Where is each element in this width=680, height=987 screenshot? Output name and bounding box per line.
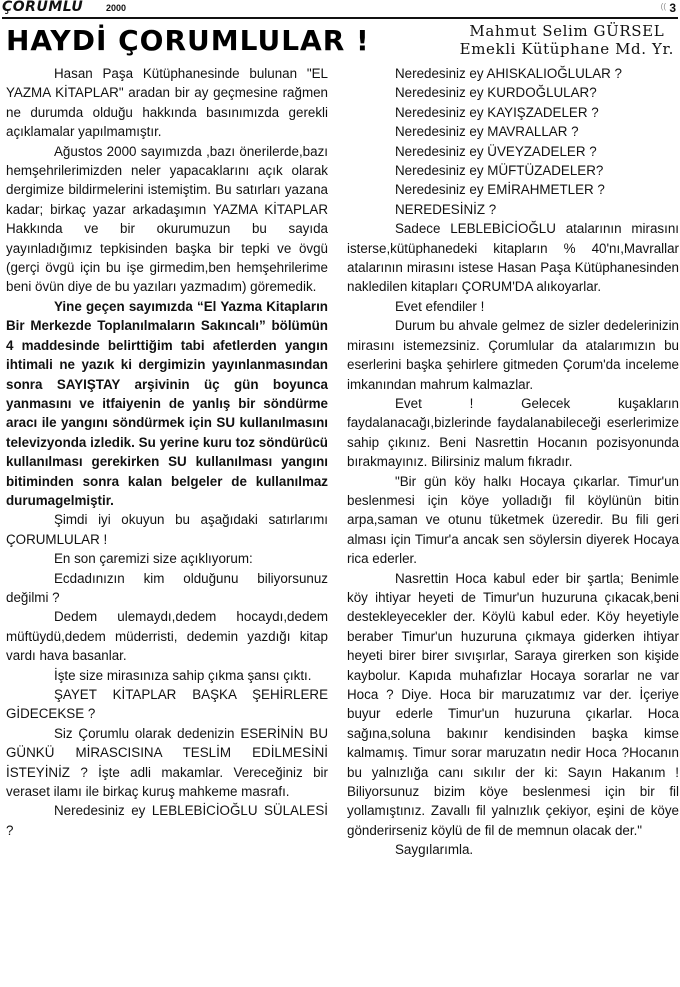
issue-year: 2000 xyxy=(106,3,127,13)
author-name: Mahmut Selim GÜRSEL xyxy=(469,22,665,40)
paragraph: Siz Çorumlu olarak dedenizin ESERİNİN BU GÜNKÜ MİRASCISINA TESLİM EDİLMESİNİ İSTEYİNİZ ? İşte adli makamlar. Vereceğiniz bir veraset ilamı ile birkaç kuruş mahkeme masrafı. xyxy=(6,725,328,800)
paragraph: Durum bu ahvale gelmez de sizler dedelerinizin mirasını istemezsiniz. Çorumlular da atalarımızın bu eserlerini başka şehirlere gitmeden Çorum'da inceleme imkanından mahrum kalmazlar. xyxy=(347,318,679,392)
question-line: Neredesiniz ey KURDOĞLULAR? xyxy=(395,85,597,101)
right-column xyxy=(347,64,679,860)
question-line: Neredesiniz ey ÜVEYZADELER ? xyxy=(395,143,597,159)
question-line: Neredesiniz ey AHISKALIOĞLULAR ? xyxy=(395,66,622,81)
paragraph: "Bir gün köy halkı Hocaya çıkarlar. Timur'un beslenmesi için köye yolladığı fil köylünün bitin arpa,saman ve otunu tüketmek üzeredir. Bu fili geri alması için Timur'a ancak sen söylersin diyerek Hocaya rica ederler. xyxy=(347,473,679,567)
paragraph: En son çaremizi size açıklıyorum: xyxy=(54,551,253,567)
question-line: Neredesiniz ey MAVRALLAR ? xyxy=(395,124,579,140)
author-title: Emekli Kütüphane Md. Yr. xyxy=(459,40,674,58)
paragraph: İşte size mirasınıza sahip çıkma şansı çıktı. xyxy=(54,667,312,683)
paragraph: Ecdadınızın kim olduğunu biliyorsunuz değilmi ? xyxy=(6,570,328,605)
question-line: Neredesiniz ey MÜFTÜZADELER? xyxy=(395,163,604,179)
article-headline: HAYDİ ÇORUMLULAR ! xyxy=(6,24,370,57)
paragraph: Ağustos 2000 sayımızda ,bazı önerilerde,bazı hemşehrilerimizden neler yapacaklarını açık olarak dergimize bildirmelerini istemiştim. Bu satırları yazana kadar; birkaç yazar arkadaşımın YAZMA KİTAPLAR Hakkında ve bir okurumuzun bu sayıda yayınladığımız tepkisinden başka bir tepki ve övgü (gerçi övgü için bu işe girmedim,ben hemşehrilerime beni övün diye de bu yazıları yazmadım) göremedik. xyxy=(6,143,328,295)
paragraph: Dedem ulemaydı,dedem hocaydı,dedem müftüydü,dedem müderristi, dedemin yazdığı kitap vardı hava basanlar. xyxy=(6,609,328,664)
question-line: Neredesiniz ey EMİRAHMETLER ? xyxy=(395,182,605,198)
newspaper-logo: ÇORUMLU xyxy=(2,0,84,15)
paragraph: Sadece LEBLEBİCİOĞLU atalarının mirasını isterse,kütüphanedeki kitapların % 40'nı,Mavrallar atalarının mirasını istese Hasan Paşa Kütüphanesinden nakledilen kitapları ÇORUM'DA alıkoyarlar. xyxy=(347,221,679,295)
signoff: Saygılarımla. xyxy=(395,842,474,858)
paragraph: Neredesiniz ey LEBLEBİCİOĞLU SÜLALESİ ? xyxy=(6,803,328,838)
question-line: Neredesiniz ey KAYIŞZADELER ? xyxy=(395,104,599,120)
paragraph: Evet efendiler ! xyxy=(395,298,485,314)
left-column xyxy=(6,64,328,840)
paragraph: Nasrettin Hoca kabul eder bir şartla; Benimle köy ihtiyar heyeti de Timur'un huzuruna çıkacak,beni destekleyecekler der. Köylü kabul eder. Köy heyetiyle beraber Timur'un huzuruna çıkmaya giderken ihtiyar heyeti birer birer sıvışırlar, Saraya girerken son kişide kaybolur. Kapıda muhafızlar Hocaya sorarlar ne var Hoca ? Diye. Hoca bir maruzatımız var der. İçeriye buyur ederle Timur'un huzuruna çıkarlar. Hoca sağına,soluna bakınır kendisinden başka kimse kalmamış. Timur sorar maruzatın nedir Hoca ?Hocanın bu yalnızlığa canı sıkılır der ki: Sayın Hakanım ! Biliyorsunuz bizim köye beslenmesi için bir fil yollamıştınız. Zavallı fil yalnızlık çekiyor, eşini de köye gönderirseniz köylü de fil de memnun olacak der." xyxy=(347,570,679,838)
header-rule xyxy=(2,17,678,19)
paragraph: ŞAYET KİTAPLAR BAŞKA ŞEHİRLERE GİDECEKSE ? xyxy=(6,687,328,722)
paragraph: Şimdi iyi okuyun bu aşağıdaki satırlarımı ÇORUMLULAR ! xyxy=(6,512,328,547)
paragraph: Evet ! Gelecek kuşakların faydalanacağı,bizlerinde faydalanabileceği eserlerimize sahip çıkınız. Beni Nasrettin Hocanın pozisyonunda bırakmayınız. Bilirsiniz malum fıkradır. xyxy=(347,395,679,470)
paragraph-bold: Yine geçen sayımızda “El Yazma Kitapların Bir Merkezde Toplanılmaların Sakıncalı” bölümün 4 maddesinde belirttiğim tabi afetlerden yangın ihtimali ne yazık ki dergimizin yayınlanmasından sonra SAYIŞTAY arşivinin üç gün boyunca yanmasını ve itfaiyenin de yanlış bir söndürme aracı ile yangını söndürmek için SU kullanılmasını televizyonda izledik. Su yerine kuru toz söndürücü kullanılması gerekirken SU kullanılması yangını bitiminden sonra kalan belgeler de kullanılmaz durumagelmiştir. xyxy=(6,298,328,508)
page-number: 3 xyxy=(669,1,676,15)
author-byline xyxy=(460,22,674,58)
question-line: NEREDESİNİZ ? xyxy=(395,201,497,217)
page-mark: (( xyxy=(660,2,666,11)
paragraph: Hasan Paşa Kütüphanesinde bulunan "EL YAZMA KİTAPLAR" aradan bir ay geçmesine rağmen ne durumda olduğu hakkında basınımızda gerekli açıklamalar yapılmamıştır. xyxy=(6,66,328,140)
